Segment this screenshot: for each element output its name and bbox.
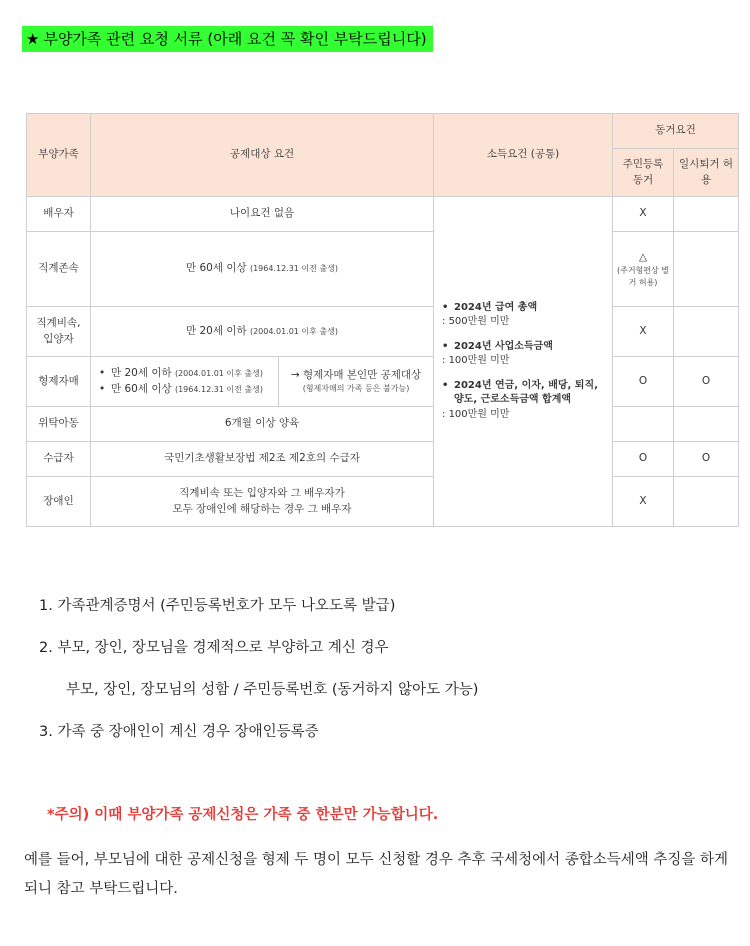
income-head: • 2024년 연금, 이자, 배당, 퇴직, 양도, 근로소득금액 합계액 <box>442 379 609 408</box>
family-cell: 직계비속, 입양자 <box>27 307 91 357</box>
family-cell: 위탁아동 <box>27 407 91 442</box>
table-row <box>27 307 739 357</box>
income-sub: : 100만원 미만 <box>442 355 510 367</box>
req-line: 모두 장애인에 해당하는 경우 그 배우자 <box>172 502 352 515</box>
header-cohab-temp: 일시퇴거 허용 <box>674 149 739 197</box>
triangle-mark: △ <box>638 250 648 263</box>
req-cell: 나이요건 없음 <box>91 197 434 232</box>
header-income: 소득요건 (공통) <box>434 114 613 197</box>
req-cell <box>91 477 434 527</box>
reg-cell <box>613 232 674 307</box>
note-small: (형제자매의 가족 등은 불가능) <box>302 384 410 394</box>
warning-text: *주의) 이때 부양가족 공제신청은 가족 중 한분만 가능합니다. <box>47 807 439 823</box>
header-family: 부양가족 <box>27 114 91 197</box>
title-banner <box>22 26 433 52</box>
req-cell: 국민기초생활보장법 제2조 제2호의 수급자 <box>91 442 434 477</box>
reg-cell: O <box>613 357 674 407</box>
header-cohab: 동거요건 <box>613 114 739 149</box>
reg-cell: X <box>613 197 674 232</box>
income-head: • 2024년 사업소득금액 <box>442 340 609 355</box>
reg-cell: X <box>613 477 674 527</box>
req-cell <box>91 232 434 307</box>
income-sub: : 100만원 미만 <box>442 408 510 420</box>
req-main: 만 60세 이상 <box>186 262 247 275</box>
table-row <box>27 477 739 527</box>
family-cell: 형제자매 <box>27 357 91 407</box>
income-sub: : 500만원 미만 <box>442 316 510 328</box>
note-main: → 형제자매 본인만 공제대상 <box>290 369 422 382</box>
table-row <box>27 407 739 442</box>
req-main: 만 20세 이하 <box>186 324 247 337</box>
list-item-2: 2. 부모, 장인, 장모님을 경제적으로 부양하고 계신 경우 <box>39 640 389 656</box>
header-deduction: 공제대상 요건 <box>91 114 434 197</box>
temp-cell <box>674 477 739 527</box>
reg-note: (주거형편상 별거 허용) <box>616 266 670 287</box>
req-bullets-cell <box>91 357 279 407</box>
header-cohab-reg: 주민등록 동거 <box>613 149 674 197</box>
table-row <box>27 442 739 477</box>
explanation-paragraph: 예를 들어, 부모님에 대한 공제신청을 형제 두 명이 모두 신청할 경우 추후 국세청에서 종합소득세액 추징을 하게 되니 참고 부탁드립니다. <box>24 852 729 897</box>
list-item-3: 3. 가족 중 장애인이 계신 경우 장애인등록증 <box>39 724 319 740</box>
table-row <box>27 232 739 307</box>
req-cell <box>91 307 434 357</box>
req-line: 직계비속 또는 입양자와 그 배우자가 <box>179 487 345 500</box>
req-small: (2004.01.01 이후 출생) <box>249 326 338 336</box>
temp-cell <box>674 407 739 442</box>
req-cell: 6개월 이상 양육 <box>91 407 434 442</box>
table-row <box>27 357 739 407</box>
family-cell: 수급자 <box>27 442 91 477</box>
temp-cell <box>674 307 739 357</box>
family-cell: 장애인 <box>27 477 91 527</box>
temp-cell <box>674 232 739 307</box>
req-note-cell <box>279 357 434 407</box>
temp-cell <box>674 197 739 232</box>
family-cell: 직계존속 <box>27 232 91 307</box>
reg-cell: X <box>613 307 674 357</box>
req-small: (1964.12.31 이전 출생) <box>249 264 338 274</box>
star-icon: ★ <box>26 30 40 48</box>
reg-cell <box>613 407 674 442</box>
requirements-table <box>26 113 739 527</box>
income-head: • 2024년 급여 총액 <box>442 301 609 316</box>
temp-cell: O <box>674 357 739 407</box>
list-item-1: 1. 가족관계증명서 (주민등록번호가 모두 나오도록 발급) <box>39 598 396 614</box>
reg-cell: O <box>613 442 674 477</box>
income-cell <box>434 197 613 527</box>
bullet-item: • 만 20세 이하 (2004.01.01 이후 출생) <box>99 366 275 381</box>
family-cell: 배우자 <box>27 197 91 232</box>
banner-text: 부양가족 관련 요청 서류 (아래 요건 꼭 확인 부탁드립니다) <box>43 30 427 48</box>
temp-cell: O <box>674 442 739 477</box>
bullet-item: • 만 60세 이상 (1964.12.31 이전 출생) <box>99 382 275 397</box>
table-row <box>27 197 739 232</box>
list-item-2-sub: 부모, 장인, 장모님의 성함 / 주민등록번호 (동거하지 않아도 가능) <box>66 682 479 698</box>
